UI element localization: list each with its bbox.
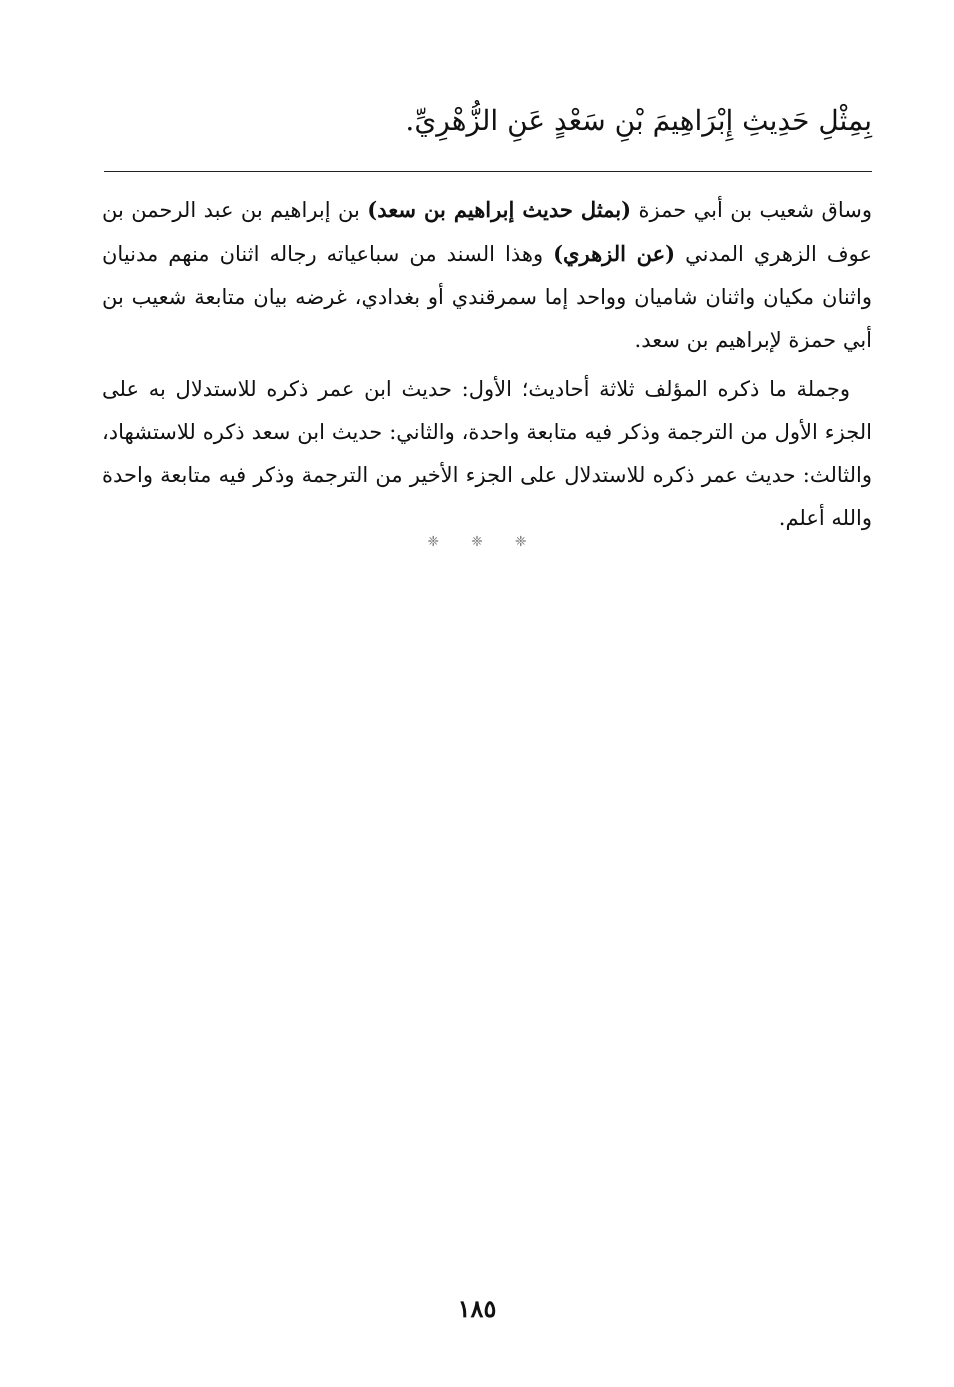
section-separator [0, 534, 954, 550]
commentary-quote: (عن الزهري) [553, 241, 676, 266]
commentary-quote: (بمثل حديث إبراهيم بن سعد) [367, 197, 632, 222]
footnote-divider [104, 171, 872, 172]
page-number: ١٨٥ [457, 1294, 497, 1323]
asterism-icon: ❈ [471, 534, 483, 550]
commentary-text: وهذا السند من سباعياته رجاله اثنان منهم مدنيان واثنان مكيان واثنان شاميان وواحد إما سمرقندي أو بغدادي، غرضه بيان متابعة شعيب بن أبي حمزة لإبراهيم بن سعد. [102, 242, 872, 352]
commentary-text: وساق شعيب بن أبي حمزة [631, 198, 872, 222]
commentary-block [102, 188, 872, 540]
asterism-icon: ❈ [514, 534, 527, 550]
hadith-text: بِمِثْلِ حَدِيثِ إِبْرَاهِيمَ بْنِ سَعْدٍ عَنِ الزُّهْرِيِّ. [405, 104, 872, 137]
commentary-paragraph-2: وجملة ما ذكره المؤلف ثلاثة أحاديث؛ الأول: حديث ابن عمر ذكره للاستدلال به على الجزء الأول من الترجمة وذكر فيه متابعة واحدة، والثاني: حديث ابن سعد ذكره للاستشهاد، والثالث: حديث عمر ذكره للاستدلال على الجزء الأخير من الترجمة وذكر فيه متابعة واحدة والله أعلم. [102, 377, 872, 530]
commentary-text: بن إبراهيم بن عبد الرحمن بن عوف الزهري المدني [102, 198, 872, 266]
commentary-paragraph-1 [102, 188, 872, 362]
asterism-icon: ❈ [427, 534, 440, 550]
